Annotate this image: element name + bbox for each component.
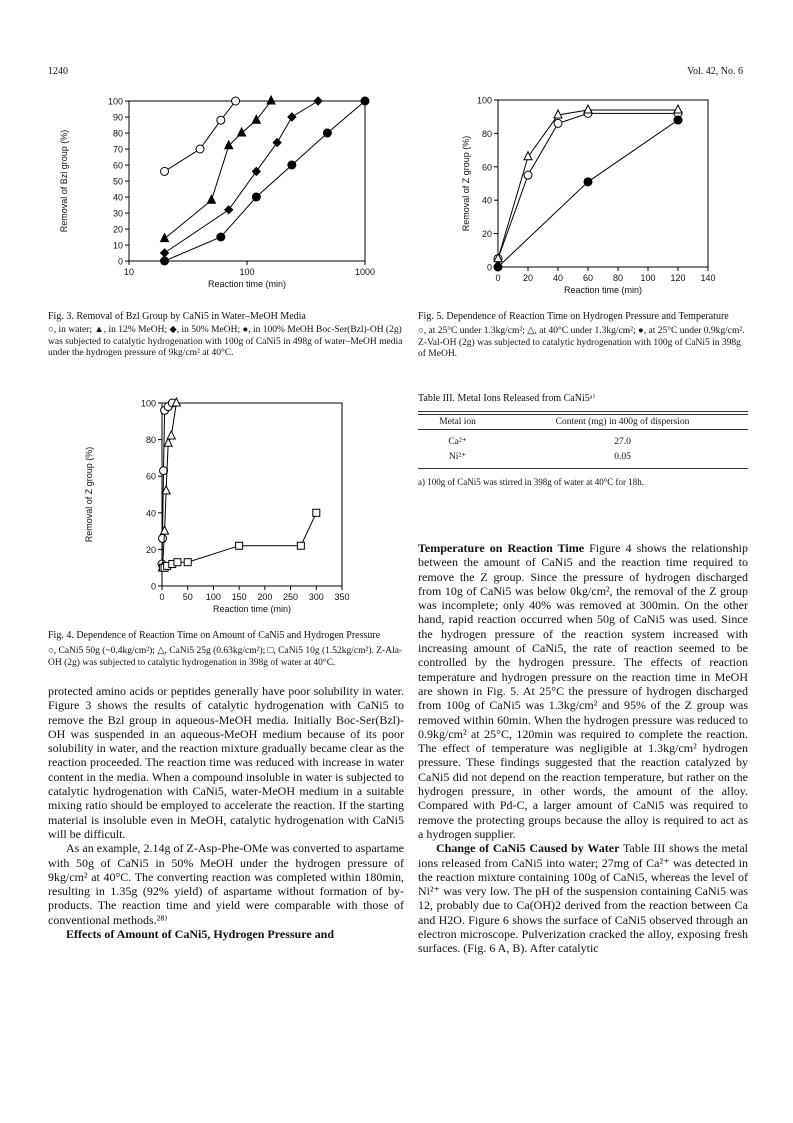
- data-point: [161, 167, 169, 175]
- table-row: [418, 430, 748, 450]
- x-tick-label: 140: [700, 273, 716, 283]
- data-point: [267, 96, 275, 104]
- y-tick-label: 80: [481, 128, 492, 139]
- table-3-title: Table III. Metal Ions Released from CaNi5ᵃ⁾: [418, 393, 595, 404]
- figure-4-caption: [48, 630, 403, 669]
- data-point: [160, 467, 168, 475]
- y-tick-label: 40: [112, 192, 123, 203]
- data-point: [252, 193, 260, 201]
- x-tick-label: 0: [495, 273, 501, 283]
- y-tick-label: 20: [112, 224, 123, 235]
- data-point: [288, 161, 296, 169]
- right-column-text: [418, 541, 748, 956]
- y-tick-label: 100: [140, 398, 156, 409]
- x-axis-label: Reaction time (min): [212, 604, 292, 614]
- figure-3-caption: [48, 311, 403, 360]
- data-point: [159, 534, 167, 542]
- x-tick-label: 120: [670, 273, 686, 283]
- y-tick-label: 30: [112, 208, 123, 219]
- section-heading: Effects of Amount of CaNi5, Hydrogen Pressure and: [66, 927, 334, 942]
- series: [494, 116, 682, 271]
- figure-5-caption-title: Fig. 5. Dependence of Reaction Time on Hydrogen Pressure and Temperature: [418, 311, 729, 322]
- table-header: Metal ion: [439, 417, 476, 427]
- x-tick-label: 1000: [354, 267, 376, 277]
- y-tick-label: 80: [145, 435, 156, 446]
- table-3: [418, 393, 748, 489]
- series-line: [498, 120, 678, 267]
- left-column-text: [48, 684, 404, 941]
- data-point: [554, 119, 562, 127]
- plot-frame: [498, 100, 708, 267]
- data-point: [161, 257, 169, 265]
- series-line: [165, 101, 236, 171]
- x-tick-label: 10: [123, 267, 135, 277]
- table-cell: 0.05: [614, 451, 631, 462]
- figure-4-chart: [78, 395, 388, 617]
- y-tick-label: 60: [145, 471, 156, 482]
- series: [161, 97, 323, 257]
- y-axis-label: Removal of Z group (%): [84, 446, 94, 543]
- figure-4-caption-title: Fig. 4. Dependence of Reaction Time on Amount of CaNi5 and Hydrogen Pressure: [48, 630, 381, 641]
- figure-5-caption: [418, 311, 748, 361]
- figure-3-caption-title: Fig. 3. Removal of Bzl Group by CaNi5 in Water–MeOH Media: [48, 311, 306, 322]
- table-3-footnote: a) 100g of CaNi5 was stirred in 398g of water at 40°C for 18h.: [418, 477, 645, 487]
- data-point: [207, 195, 215, 203]
- y-tick-label: 70: [112, 144, 123, 155]
- data-point: [167, 431, 175, 439]
- x-tick-label: 80: [612, 273, 624, 283]
- data-point: [252, 167, 260, 175]
- table-cell: Ni²⁺: [448, 452, 467, 462]
- series: [161, 97, 369, 265]
- data-point: [494, 263, 502, 271]
- table-cell: 27.0: [614, 436, 631, 447]
- x-tick-label: 60: [582, 273, 594, 283]
- data-point: [225, 141, 233, 149]
- data-point: [217, 233, 225, 241]
- figure-5-caption-text: ○, at 25°C under 1.3kg/cm²; △, at 40°C under 1.3kg/cm²; ●, at 25°C under 0.9kg/cm². Z-Val-OH (2g) was subjected to catalytic hydrogenation with 100g of CaNi5 in 398g of MeOH.: [418, 326, 745, 359]
- y-axis-label: Removal of Bzl group (%): [59, 129, 69, 233]
- figure-4-caption-text: ○, CaNi5 50g (~0.4kg/cm²); △, CaNi5 25g (0.63kg/cm²); □, CaNi5 10g (1.52kg/cm²). Z-Ala-OH (2g) was subjected to catalytic hydrogenation in 398g of water at 40°C.: [48, 646, 403, 668]
- data-point: [217, 116, 225, 124]
- x-axis-label: Reaction time (min): [207, 279, 287, 289]
- y-tick-label: 50: [112, 176, 123, 187]
- y-tick-label: 40: [481, 195, 492, 206]
- data-point: [232, 97, 240, 105]
- y-tick-label: 0: [150, 581, 156, 592]
- data-point: [273, 139, 281, 147]
- paragraph: protected amino acids or peptides generally have poor solubility in water. Figure 3 shows the results of catalytic hydrogenation with CaNi5 to remove the Bzl group in aqueous-MeOH media. Initially Boc-Ser(Bzl)-OH was suspended in an aqueous-MeOH medium because of its poor solubility in water, and the reaction mixture gradually became clear as the reaction proceeded. The reaction time was reduced with increase in water content in the media. When a compound insoluble in water is subjected to catalytic hydrogenation with CaNi5, water-MeOH medium in a suitable mixing ratio should be employed to accelerate the reaction. If the starting material is insoluble even in MeOH, catalytic hydrogenation with CaNi5 will be difficult.: [48, 684, 404, 841]
- paragraph: Table III shows the metal ions released from CaNi5 into water; 27mg of Ca²⁺ was detected in the reaction mixture containing 100g of CaNi5, whereas the level of Ni²⁺ was very low. The pH of the suspension containing CaNi5 was 12, probably due to Ca(OH)2 derived from the reaction between Ca and H2O. Figure 6 shows the surface of CaNi5 observed through an electron microscope. Pulverization cracked the alloy, exposing fresh surfaces. (Fig. 6 A, B). After catalytic: [418, 841, 748, 956]
- y-tick-label: 80: [112, 128, 123, 139]
- data-point: [524, 171, 532, 179]
- data-point: [161, 234, 169, 242]
- figure-3-caption-text: ○, in water; ▲, in 12% MeOH; ◆, in 50% MeOH; ●, in 100% MeOH Boc-Ser(Bzl)-OH (2g) was subjected to catalytic hydrogenation with 100g of CaNi5 in 498g of water–MeOH media under the hydrogen pressure of 9kg/cm² at 40°C.: [48, 325, 403, 358]
- data-point: [361, 97, 369, 105]
- y-tick-label: 100: [476, 95, 492, 106]
- y-axis-label: Removal of Z group (%): [461, 135, 471, 232]
- data-point: [297, 542, 304, 549]
- data-point: [196, 145, 204, 153]
- series-line: [165, 101, 366, 261]
- section-heading: Change of CaNi5 Caused by Water: [436, 841, 620, 856]
- data-point: [174, 559, 181, 566]
- x-tick-label: 250: [283, 592, 299, 602]
- x-tick-label: 100: [205, 592, 221, 602]
- data-point: [161, 249, 169, 257]
- y-tick-label: 10: [112, 240, 123, 251]
- data-point: [674, 105, 682, 113]
- data-point: [314, 97, 322, 105]
- data-point: [184, 559, 191, 566]
- data-point: [164, 438, 172, 446]
- x-tick-label: 100: [640, 273, 656, 283]
- data-point: [236, 542, 243, 549]
- table-row: [418, 449, 748, 469]
- y-tick-label: 20: [481, 229, 492, 240]
- series: [161, 97, 240, 175]
- x-axis-label: Reaction time (min): [563, 285, 643, 295]
- x-tick-label: 40: [552, 273, 564, 283]
- data-point: [584, 178, 592, 186]
- x-tick-label: 300: [308, 592, 324, 602]
- series-line: [165, 101, 319, 253]
- y-tick-label: 0: [117, 256, 123, 267]
- data-point: [674, 116, 682, 124]
- y-tick-label: 90: [112, 112, 123, 123]
- data-point: [584, 105, 592, 113]
- x-tick-label: 150: [231, 592, 247, 602]
- data-point: [225, 206, 233, 214]
- data-point: [323, 129, 331, 137]
- page-number: 1240: [48, 66, 68, 77]
- y-tick-label: 60: [481, 162, 492, 173]
- x-tick-label: 100: [239, 267, 255, 277]
- figure-3-chart: [55, 93, 395, 305]
- y-tick-label: 20: [145, 544, 156, 555]
- data-point: [313, 509, 320, 516]
- section-heading: Temperature on Reaction Time: [418, 541, 585, 555]
- y-tick-label: 60: [112, 160, 123, 171]
- y-tick-label: 0: [486, 262, 492, 273]
- journal-volume: Vol. 42, No. 6: [687, 66, 743, 77]
- table-cell: Ca²⁺: [448, 437, 467, 447]
- table-header: Content (mg) in 400g of dispersion: [555, 417, 690, 427]
- x-tick-label: 20: [522, 273, 534, 283]
- series: [160, 509, 320, 571]
- x-tick-label: 50: [182, 592, 193, 602]
- y-tick-label: 100: [107, 96, 123, 107]
- data-point: [288, 113, 296, 121]
- data-point: [238, 128, 246, 136]
- figure-5-chart: [455, 92, 725, 304]
- x-tick-label: 0: [159, 592, 165, 602]
- y-tick-label: 40: [145, 508, 156, 519]
- x-tick-label: 350: [334, 592, 350, 602]
- paragraph: As an example, 2.14g of Z-Asp-Phe-OMe was converted to aspartame with 50g of CaNi5 in 50% MeOH under the hydrogen pressure of 9kg/cm² at 40°C. The converting reaction was completed within 180min, resulting in 1.35g (92% yield) of aspartame without formation of by-products. The reaction time and yield were comparable with those of conventional methods.²⁸⁾: [48, 841, 404, 927]
- x-tick-label: 200: [257, 592, 273, 602]
- paragraph: Figure 4 shows the relationship between the amount of CaNi5 and the reaction time required to remove the Z group. Since the pressure of hydrogen discharged from 10g of CaNi5 was below 0kg/cm², the removal of the Z group was incomplete; only 40% was removed at 300min. On the other hand, rapid reaction occurred when 50g of CaNi5 was used. Since the hydrogen pressure of the reaction system increased with increasing amount of CaNi5, the rate of reaction seemed to be controlled by the hydrogen pressure. The effects of reaction temperature and hydrogen pressure on the reaction time in MeOH are shown in Fig. 5. At 25°C the pressure of hydrogen discharged from 100g of CaNi5 was 1.3kg/cm² and 95% of the Z group was removed within 60min. When the hydrogen pressure was reduced to 0.9kg/cm² at 25°C, 120min was required to complete the reaction. The effect of temperature was negligible at 1.3kg/cm² hydrogen pressure. These findings suggested that the reaction catalyzed by CaNi5 did not depend on the reaction temperature, but rather on the hydrogen pressure, in other words, the amount of the alloy. Compared with Pd-C, a larger amount of CaNi5 was required to remove the protecting groups because the alloy is required to act as a hydrogen supplier.: [418, 541, 749, 841]
